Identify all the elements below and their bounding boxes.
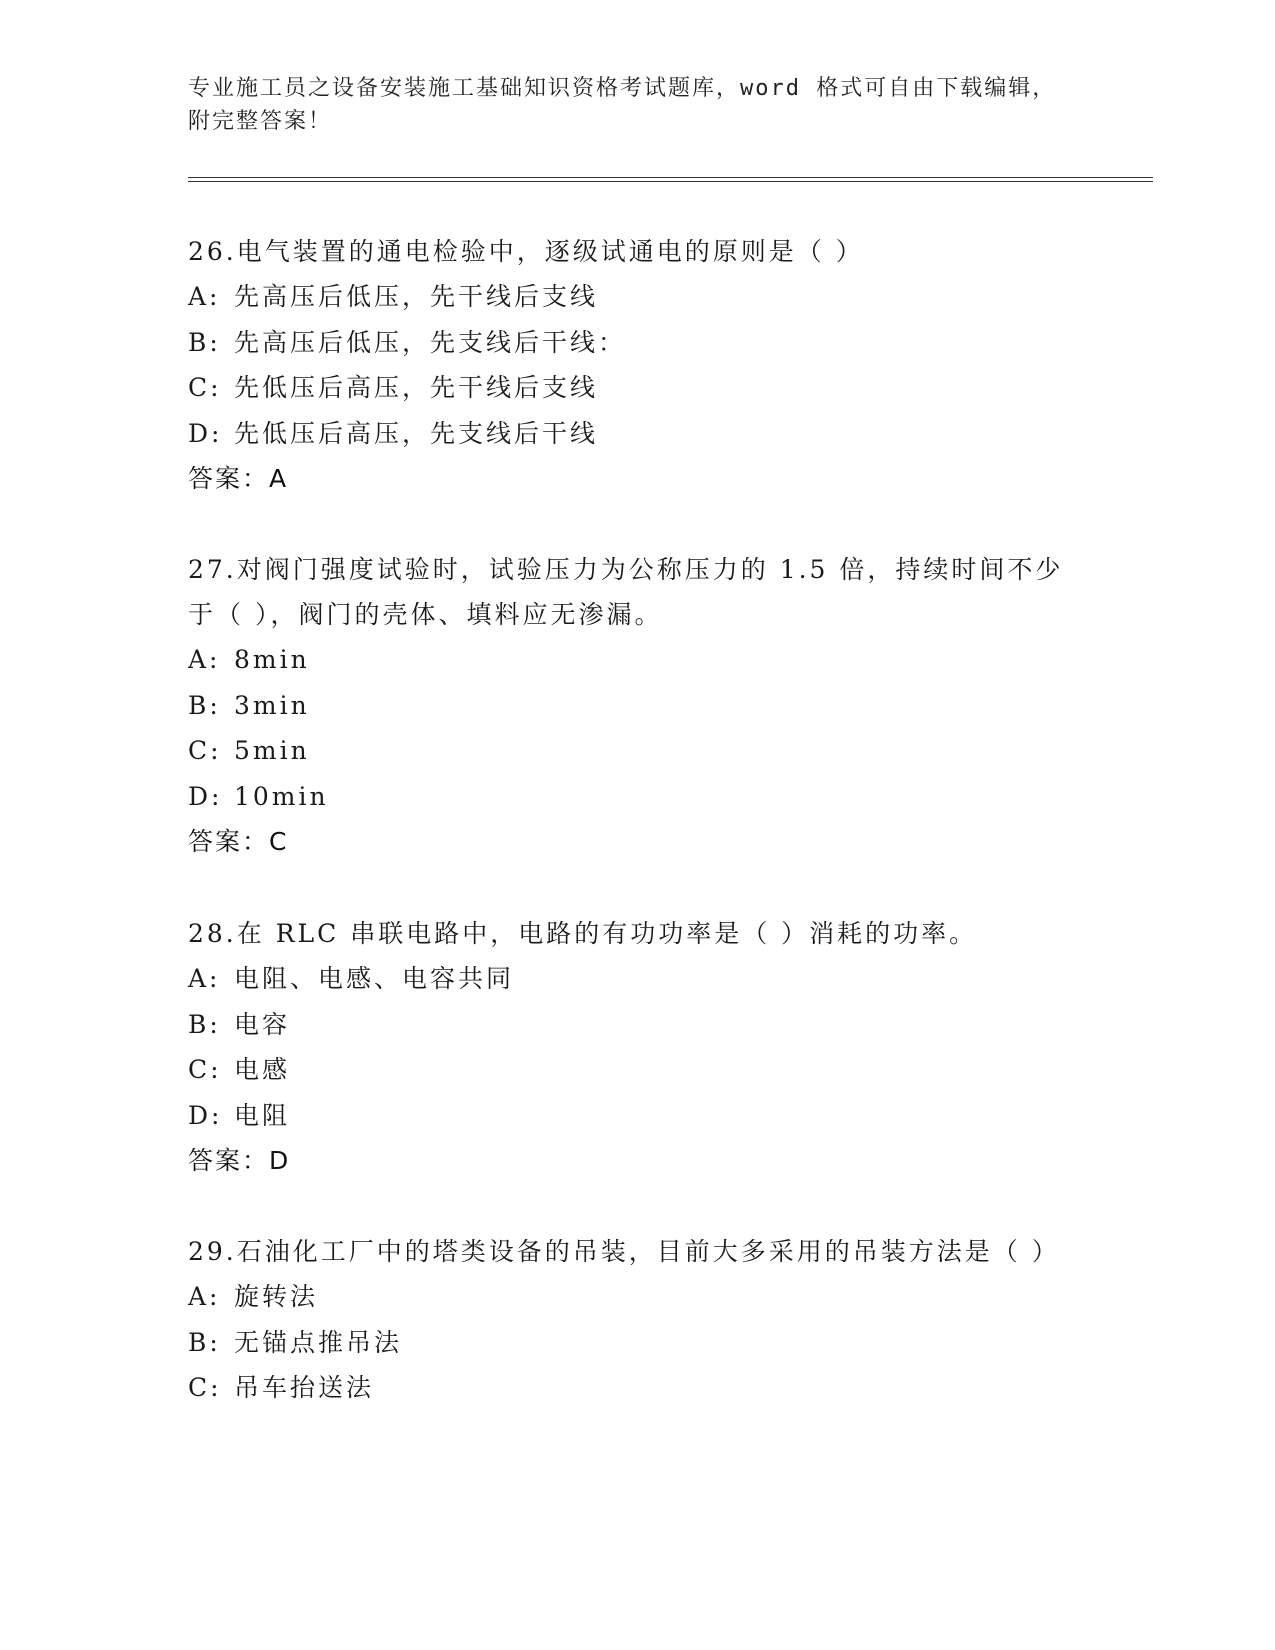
option-text: 电阻、电感、电容共同	[234, 964, 515, 993]
option-text: 先低压后高压，先支线后干线	[234, 418, 599, 448]
option-a	[188, 1274, 1088, 1320]
option-letter: A:	[188, 282, 221, 311]
option-letter: A:	[188, 1282, 221, 1311]
option-d	[188, 411, 1088, 457]
option-letter: D:	[188, 1100, 223, 1130]
answer-label: 答案：A	[188, 464, 289, 493]
answer-label: 答案：C	[188, 827, 289, 856]
option-text: 先高压后低压，先支线后干线：	[234, 327, 627, 357]
question-stem: 28.在 RLC 串联电路中，电路的有功功率是（ ）消耗的功率。	[188, 919, 978, 948]
option-a	[188, 956, 1088, 1002]
option-letter: A:	[188, 964, 221, 993]
option-a	[188, 274, 1088, 320]
option-text: 5min	[234, 736, 310, 765]
option-text: 电阻	[234, 1100, 291, 1130]
option-d	[188, 774, 1088, 820]
option-letter: C:	[188, 1055, 222, 1084]
question-26	[188, 229, 1088, 502]
question-27	[188, 547, 1088, 865]
option-letter: C:	[188, 736, 222, 765]
question-stem: 29.石油化工厂中的塔类设备的吊装，目前大多采用的吊装方法是（ ）	[188, 1237, 1060, 1266]
option-c	[188, 1047, 1088, 1093]
option-text: 10min	[234, 781, 329, 811]
question-29	[188, 1229, 1088, 1411]
option-b	[188, 1320, 1088, 1366]
document-header: 专业施工员之设备安装施工基础知识资格考试题库，word 格式可自由下载编辑，附完整答案！	[188, 76, 1057, 134]
option-a	[188, 637, 1088, 683]
option-text: 电感	[234, 1055, 291, 1084]
option-c	[188, 728, 1088, 774]
option-c	[188, 1365, 1088, 1411]
option-letter: B:	[188, 690, 221, 720]
option-b	[188, 1002, 1088, 1048]
option-text: 电容	[234, 1009, 291, 1039]
option-b	[188, 683, 1088, 729]
option-text: 先高压后低压，先干线后支线	[234, 282, 599, 311]
option-letter: B:	[188, 327, 221, 357]
option-text: 8min	[234, 645, 310, 674]
question-28	[188, 911, 1088, 1184]
question-stem: 27.对阀门强度试验时，试验压力为公称压力的 1.5 倍，持续时间不少于（ ），阀门的壳体、填料应无渗漏。	[188, 555, 1064, 629]
option-letter: D:	[188, 418, 223, 448]
option-c	[188, 365, 1088, 411]
option-b	[188, 320, 1088, 366]
answer-label: 答案：D	[188, 1146, 291, 1175]
option-letter: B:	[188, 1327, 221, 1357]
option-letter: A:	[188, 645, 221, 674]
option-text: 吊车抬送法	[234, 1373, 375, 1402]
option-letter: D:	[188, 781, 223, 811]
question-stem: 26.电气装置的通电检验中，逐级试通电的原则是（ ）	[188, 237, 864, 266]
option-text: 旋转法	[234, 1282, 319, 1311]
option-letter: B:	[188, 1009, 221, 1039]
option-letter: C:	[188, 1373, 222, 1402]
option-text: 3min	[234, 690, 310, 720]
header-divider-top	[188, 177, 1153, 178]
option-d	[188, 1093, 1088, 1139]
option-letter: C:	[188, 373, 222, 402]
header-divider-bottom	[188, 181, 1153, 182]
option-text: 先低压后高压，先干线后支线	[234, 373, 599, 402]
option-text: 无锚点推吊法	[234, 1327, 403, 1357]
